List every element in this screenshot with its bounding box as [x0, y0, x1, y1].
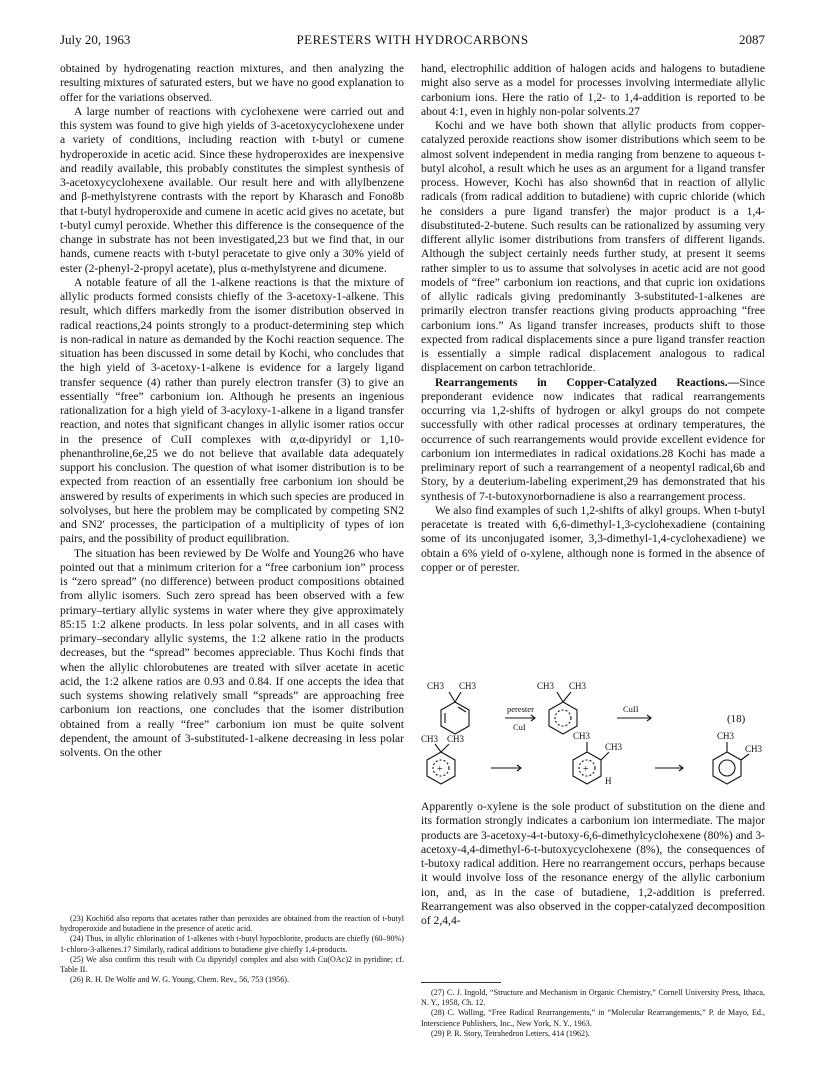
paragraph: hand, electrophilic addition of halogen acids and halogens to butadiene might also serve as a model for processes involving intermediate allylic carbonium ions. Here the ratio of 1,2- to 1,4-addition is reported to be about 4:1, even in highly non-polar solvents.27: [421, 62, 765, 118]
methyl-label: CH3: [573, 731, 591, 741]
paragraph: The situation has been reviewed by De Wolfe and Young26 who have pointed out that a minimum criterion for a “free carbonium ion” process is “zero spread” (no difference) between product compositions obtained from allylic isomers. Such zero spread has been observed with a few primary–tertiary allylic systems in water where they give approximately 85:15 1:2 alkene products. In less polar solvents, and in all cases with primary–secondary allylic systems, the 1:2 alkene ratio in the products decreases, but the “spread” becomes appreciable. Thus Kochi finds that when the allylic chlorobutenes are treated with silver acetate in acetic acid, the 1:2 alkene ratios are 0.93 and 0.84. If one accepts the idea that such systems showing relatively small “spreads” are approaching free carbonium ion reactions, one concludes that the isomer distribution obtained from a really “free” carbonium ion must be quite solvent dependent, the amount of 3-substituted-1-alkene decreasing in less polar solvents. On the other: [60, 546, 404, 759]
footnotes-right: [421, 988, 765, 1039]
right-column-lower: [421, 800, 765, 928]
methyl-label: CH3: [459, 681, 477, 691]
running-title: PERESTERS WITH HYDROCARBONS: [296, 32, 529, 47]
running-head: [60, 31, 765, 49]
methyl-label: CH3: [537, 681, 555, 691]
paragraph: Kochi and we have both shown that allylic products from copper-catalyzed peroxide reactions show isomer distributions which seem to be almost solvent independent in media ranging from benzene to aqueous t-butyl alcohol, a result which he uses as an argument for a ligand transfer process. However, Kochi has also shown6d that in reaction of allylic radicals (from radical addition to butadiene) with cupric chloride (which he considers a pure ligand transfer) the major product is a 1,4-disubstituted-2-butene. Such results can be rationalized by assuming very different allylic isomer distributions from transfers of different ligands. Although the subject certainly needs further study, at present it seems rather simpler to us to assume that solvolyses in acetic acid are not good models of “free” carbonium ion reactions, and that cupric ion oxidations of allylic radicals giving predominantly 3-substituted-1-alkenes are primarily electron transfer reactions giving products approaching “free carbonium ions.” As ligand transfer increases, products shift to those expected from radical displacements since a pure ligand transfer reaction is essentially a simple radical displacement analogous to radical displacement on carbon tetrachloride.: [421, 119, 765, 375]
methyl-label: CH3: [421, 734, 439, 744]
paragraph: [421, 376, 765, 504]
footnote: (29) P. R. Story, Tetrahedron Letters, 414 (1962).: [431, 1028, 590, 1038]
left-column: [60, 62, 404, 760]
footnote: (23) Kochi6d also reports that acetates rather than peroxides are obtained from the reaction of t-butyl hydroperoxide and butadiene in the presence of acetic acid.: [60, 914, 404, 934]
issue-date: July 20, 1963: [60, 32, 131, 47]
methyl-label: CH3: [745, 744, 763, 754]
footnote-divider: [421, 982, 501, 983]
equation-number: (18): [727, 713, 746, 725]
footnote: (24) Thus, in allylic chlorination of 1-alkenes with t-butyl hypochlorite, products are chiefly (60–90%) 1-chloro-3-alkenes.17 Similarly, radical additions to butadiene give chiefly 1,4-products.: [60, 934, 404, 954]
methyl-label: CH3: [605, 742, 623, 752]
footnote: (26) R. H. De Wolfe and W. G. Young, Chem. Rev., 56, 753 (1956).: [70, 975, 289, 985]
charge-plus: +: [437, 764, 443, 775]
methyl-label: CH3: [427, 681, 445, 691]
charge-plus: +: [583, 764, 589, 775]
aromatic-ring: [719, 760, 735, 776]
section-heading: Rearrangements in Copper-Catalyzed Reactions.—: [435, 375, 740, 389]
paragraph-text: Since preponderant evidence now indicates that radical rearrangements occurring via 1,2-shifts of hydrogen or alkyl groups do not compete successfully with other radical processes at ordinary temperatures, the occurrence of such rearrangements would provide excellent evidence for carbonium ion intermediates in radical oxidations.28 Kochi has made a preliminary report of such a rearrangement of a neopentyl radical,6b and Story, by a deuterium-labeling experiment,29 has demonstrated that his synthesis of 7-t-butoxynorbornadiene is also a rearrangement process.: [421, 375, 765, 503]
hydrogen-label: H: [605, 776, 612, 786]
page-number: 2087: [739, 32, 765, 47]
hexagon-ring: [549, 702, 577, 734]
reaction-scheme-drawing: [421, 676, 765, 796]
hexagon-ring: [713, 752, 741, 784]
footnote: (25) We also confirm this result with Cu dipyridyl complex and also with Cu(OAc)2 in pyridine; cf. Table II.: [60, 954, 404, 975]
methyl-label: CH3: [447, 734, 465, 744]
methyl-label: CH3: [717, 731, 735, 741]
paragraph: We also find examples of such 1,2-shifts of alkyl groups. When t-butyl peracetate is treated with 6,6-dimethyl-1,3-cyclohexadiene (containing some of its unconjugated isomer, 3,3-dimethyl-1,4-cyclohexadiene) we obtain a 6% yield of o-xylene, although none is formed in the absence of copper or of perester.: [421, 503, 765, 574]
radical-ring: [555, 710, 571, 726]
right-column: [421, 62, 765, 575]
footnote: (27) C. J. Ingold, “Structure and Mechanism in Organic Chemistry,” Cornell University Press, Ithaca, N. Y., 1958, Ch. 12.: [421, 988, 765, 1008]
methyl-label: CH3: [569, 681, 587, 691]
reaction-scheme-18: [421, 676, 765, 796]
arrow-reagent-label: perester: [507, 704, 534, 714]
arrow-catalyst-label: CuII: [623, 704, 639, 714]
footnote: (28) C. Walling, “Free Radical Rearrangements,” in “Molecular Rearrangements,” P. de Mayo, Ed., Interscience Publishers, Inc., New York, N. Y., 1963.: [421, 1008, 765, 1028]
footnotes-left: [60, 914, 404, 985]
paragraph: Apparently o-xylene is the sole product of substitution on the diene and its formation strongly indicates a carbonium ion intermediate. The major products are 3-acetoxy-4-t-butoxy-6,6-dimethylcyclohexene (80%) and 3-acetoxy-4,4-dimethyl-6-t-butoxycyclohexene (8%), the consequences of t-butoxy radical addition. Here no rearrangement occurs, perhaps because it would involve loss of the resonance energy of the allylic carbonium ion, and, as in the case of butadiene, 1,2-addition is preferred. Rearrangement was also observed in the copper-catalyzed decomposition of 2,4,4-: [421, 800, 765, 927]
paragraph: obtained by hydrogenating reaction mixtures, and then analyzing the resulting mixtures of saturated esters, but we have no good explanation to offer for the variations observed.: [60, 62, 404, 104]
arrow-catalyst-label: CuI: [513, 722, 526, 732]
paragraph: A notable feature of all the 1-alkene reactions is that the mixture of allylic products formed consists chiefly of the 3-acetoxy-1-alkene. This result, which differs markedly from the isomer distribution observed in radical reactions,24 points strongly to a product-determining step which is non-radical in nature as demanded by the Kochi reaction sequence. The situation has been discussed in some detail by Kochi, who concludes that the high yield of 3-acetoxy-1-alkene is evidence for a largely ligand transfer sequence (4) rather than purely electron transfer (3) to give an essentially “free” carbonium ion. Although he presents an ingenious rationalization for a high yield of 3-acyloxy-1-alkene in a ligand transfer reaction, and notes that significant changes in allylic isomer ratios occur in the presence of CuII complexes with α,α-dipyridyl or 1,10-phenanthroline,6e,25 we do not believe that available data adequately support his conclusion. The question of what isomer distribution is to be expected from reaction of an essentially free carbonium ion should be answered by results of experiments in which such species are produced in solvolyses, but here the problem may be complicated by competing SN2 and SN2′ processes, the participation of a multiplicity of types of ion pairs, and the possibility of product equilibration.: [60, 275, 404, 546]
paragraph: A large number of reactions with cyclohexene were carried out and this system was found to give high yields of 3-acetoxycyclohexene under a variety of conditions, including reaction with t-butyl or cumene hydroperoxide in acetic acid. Since these hydroperoxides are inexpensive and readily available, this probably constitutes the simplest synthesis of 3-acetoxycyclohexene available. Our result here and with allylbenzene and β-methylstyrene contrasts with the report by Kharasch and Fono8b that t-butyl hydroperoxide and cumene in acetic acid gives no acetate, but t-butyl cumyl peroxide. Whether this difference is the consequence of the change in substrate has not been investigated,23 but we find that, in our hands, cumene reacts with t-butyl peracetate to give only a 30% yield of ester (2-phenyl-2-propyl acetate), plus α-methylstyrene and dicumene.: [60, 104, 404, 275]
